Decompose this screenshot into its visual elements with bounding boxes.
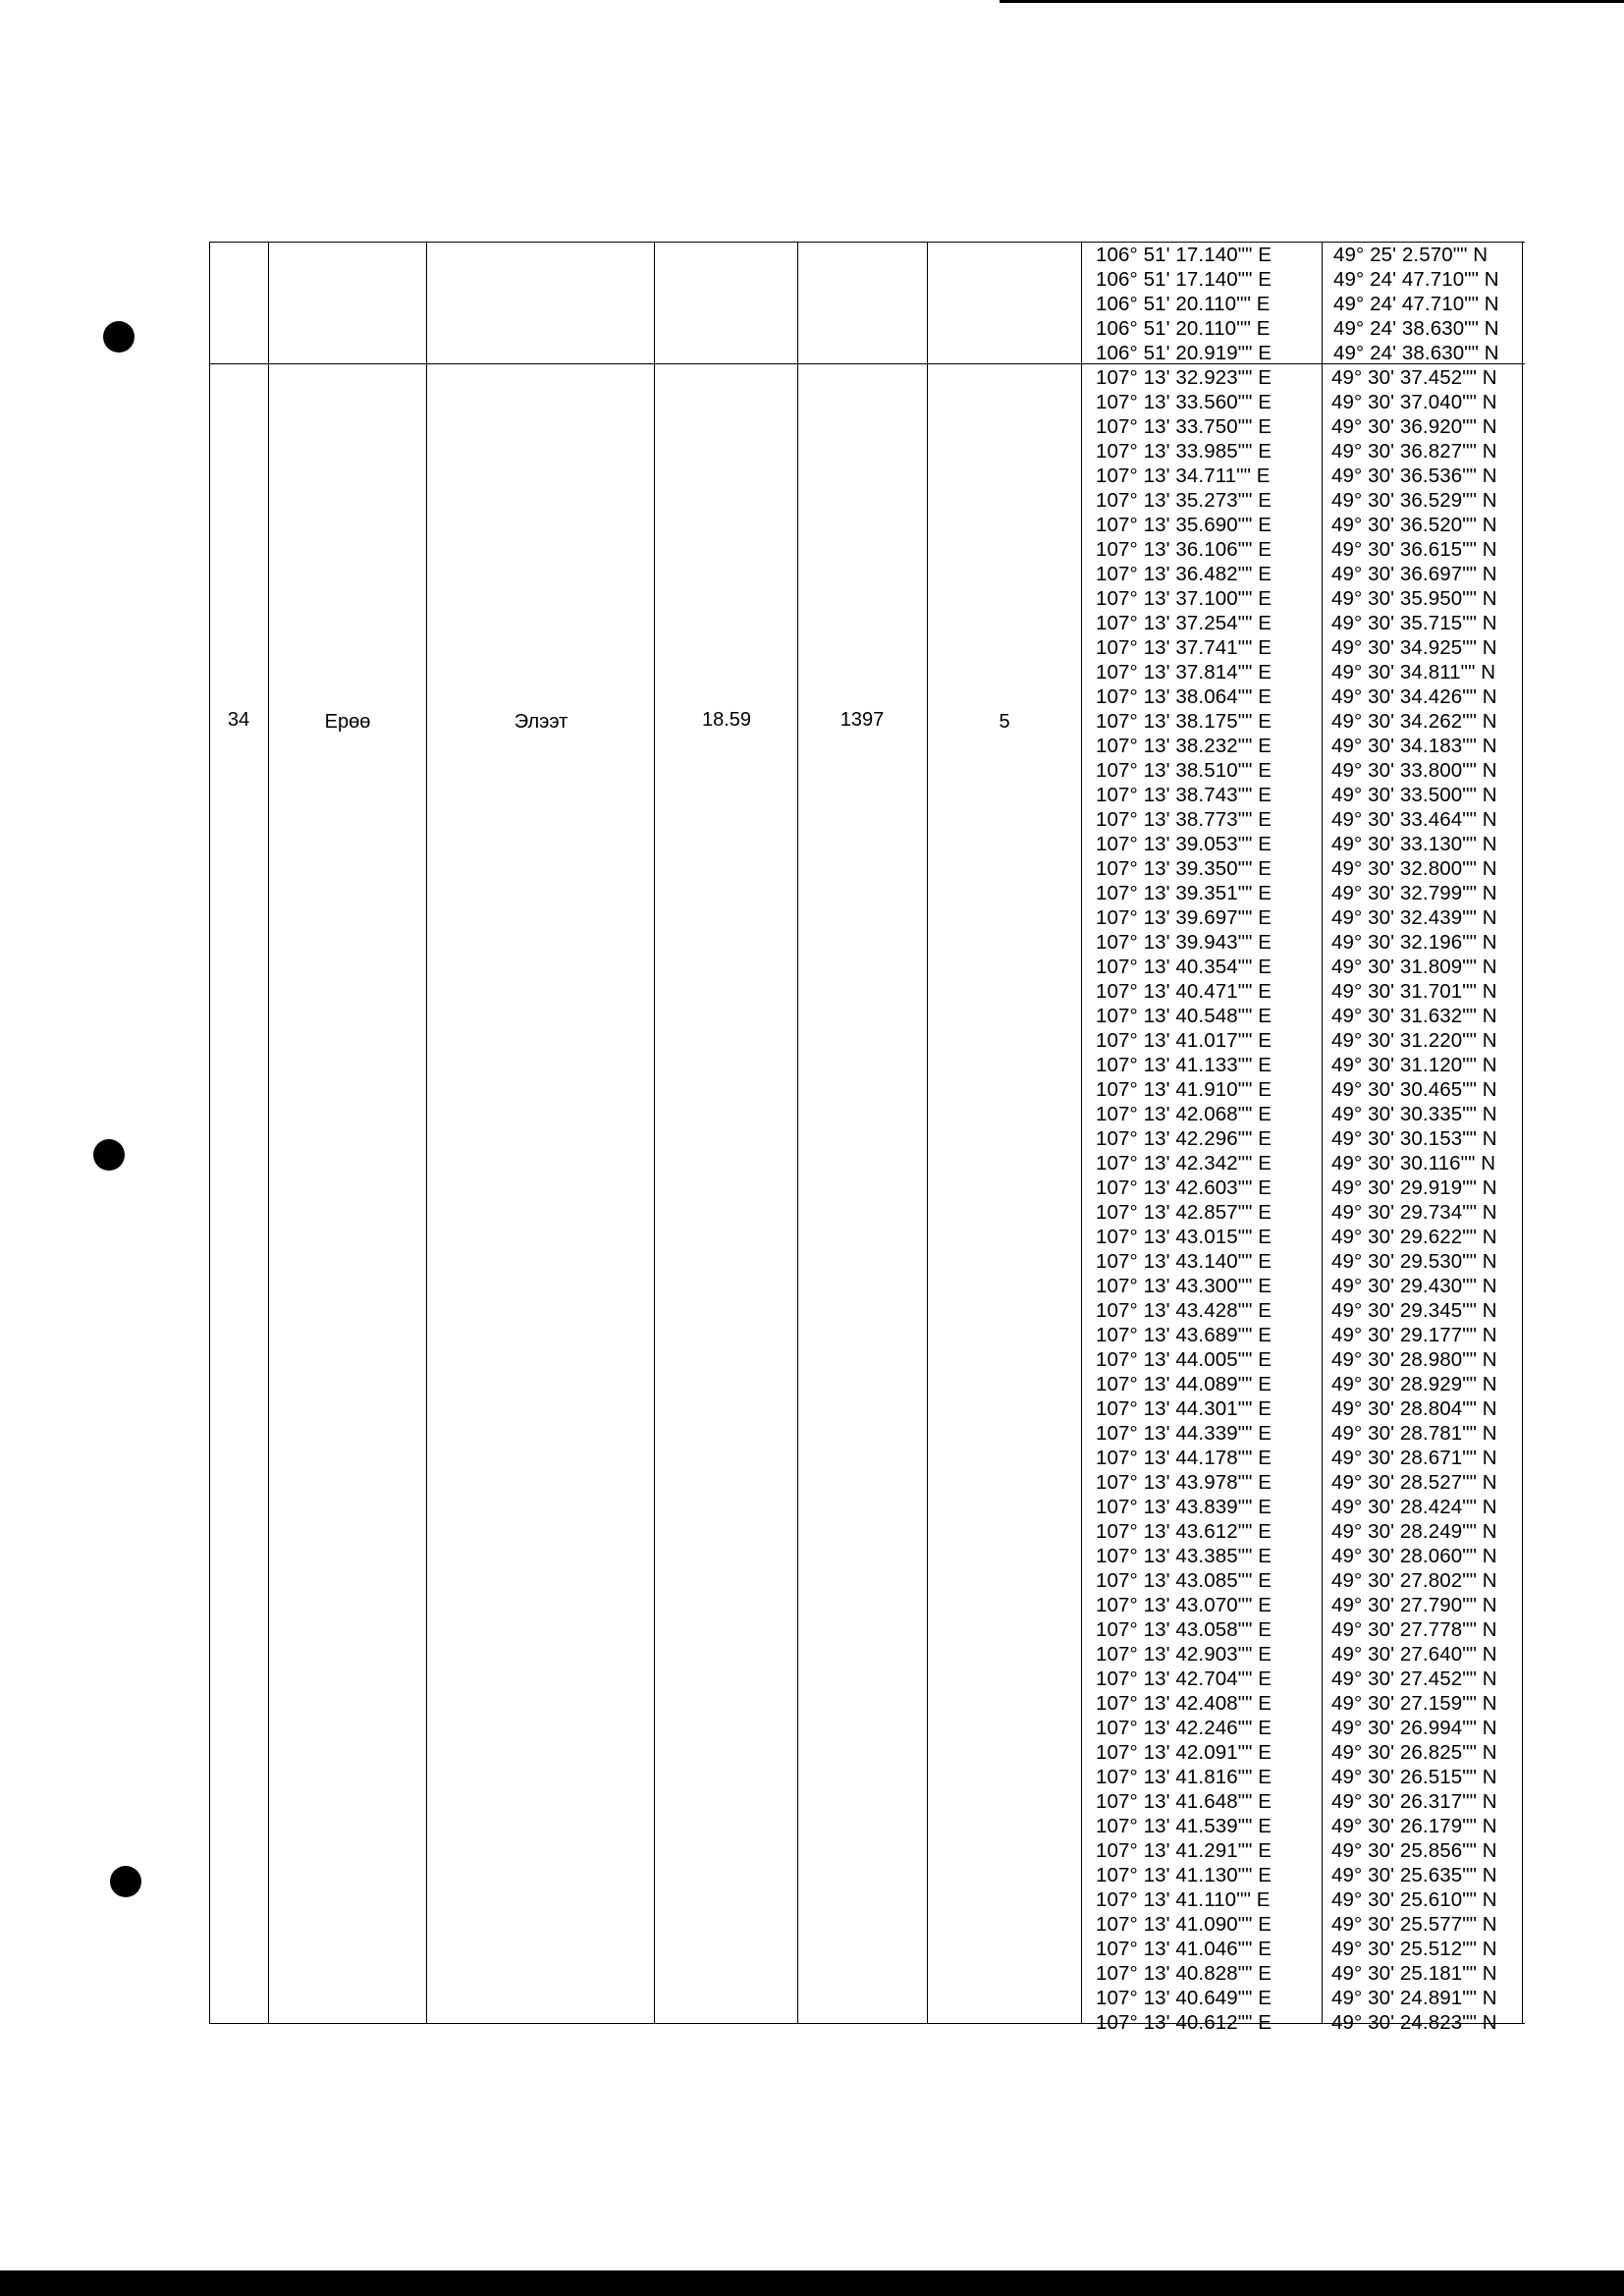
longitude-cell: 106° 51' 20.110"" E bbox=[1096, 317, 1271, 340]
latitude-cell: 49° 30' 35.950"" N bbox=[1331, 587, 1497, 610]
latitude-cell: 49° 30' 28.060"" N bbox=[1331, 1545, 1497, 1567]
table-block-divider bbox=[209, 363, 1525, 364]
longitude-cell: 107° 13' 38.743"" E bbox=[1096, 784, 1272, 806]
longitude-cell: 107° 13' 37.814"" E bbox=[1096, 661, 1272, 683]
latitude-cell: 49° 30' 28.804"" N bbox=[1331, 1397, 1497, 1420]
column-divider bbox=[654, 242, 655, 2024]
latitude-cell: 49° 25' 2.570"" N bbox=[1333, 244, 1489, 266]
mineral-name-cell: Элээт bbox=[514, 711, 568, 733]
longitude-cell: 107° 13' 40.612"" E bbox=[1096, 2011, 1272, 2034]
longitude-cell: 107° 13' 41.110"" E bbox=[1096, 1888, 1271, 1911]
latitude-cell: 49° 24' 47.710"" N bbox=[1333, 293, 1499, 315]
scan-edge-line bbox=[1000, 0, 1624, 3]
longitude-cell: 107° 13' 42.068"" E bbox=[1096, 1103, 1272, 1125]
table-left-border bbox=[209, 242, 210, 2024]
longitude-cell: 107° 13' 41.648"" E bbox=[1096, 1790, 1272, 1813]
longitude-cell: 107° 13' 40.548"" E bbox=[1096, 1005, 1272, 1027]
longitude-cell: 107° 13' 41.130"" E bbox=[1096, 1864, 1272, 1886]
latitude-cell: 49° 30' 29.345"" N bbox=[1331, 1299, 1497, 1322]
column-divider bbox=[1322, 242, 1323, 2024]
latitude-cell: 49° 24' 38.630"" N bbox=[1333, 342, 1499, 364]
column-divider bbox=[797, 242, 798, 2024]
latitude-cell: 49° 30' 28.980"" N bbox=[1331, 1348, 1497, 1371]
longitude-cell: 107° 13' 39.350"" E bbox=[1096, 857, 1272, 880]
latitude-cell: 49° 30' 31.632"" N bbox=[1331, 1005, 1497, 1027]
longitude-cell: 107° 13' 42.342"" E bbox=[1096, 1152, 1272, 1175]
latitude-cell: 49° 30' 26.825"" N bbox=[1331, 1741, 1497, 1764]
longitude-cell: 106° 51' 17.140"" E bbox=[1096, 268, 1272, 291]
column-divider bbox=[1081, 242, 1082, 2024]
longitude-cell: 107° 13' 38.175"" E bbox=[1096, 710, 1272, 733]
latitude-cell: 49° 30' 34.183"" N bbox=[1331, 735, 1497, 757]
latitude-cell: 49° 30' 37.040"" N bbox=[1331, 391, 1497, 413]
latitude-cell: 49° 30' 31.120"" N bbox=[1331, 1054, 1497, 1076]
punch-hole-middle bbox=[93, 1139, 125, 1171]
longitude-cell: 107° 13' 40.471"" E bbox=[1096, 980, 1272, 1003]
top-block-latitudes bbox=[1333, 243, 1499, 365]
latitude-cell: 49° 30' 27.159"" N bbox=[1331, 1692, 1497, 1715]
latitude-cell: 49° 30' 36.536"" N bbox=[1331, 465, 1497, 487]
latitude-cell: 49° 30' 28.249"" N bbox=[1331, 1520, 1497, 1543]
longitude-cell: 106° 51' 20.110"" E bbox=[1096, 293, 1271, 315]
latitude-cell: 49° 24' 38.630"" N bbox=[1333, 317, 1499, 340]
punch-hole-top bbox=[103, 321, 135, 353]
longitude-cell: 107° 13' 44.005"" E bbox=[1096, 1348, 1272, 1371]
latitude-cell: 49° 30' 36.615"" N bbox=[1331, 538, 1497, 561]
latitude-cell: 49° 30' 33.464"" N bbox=[1331, 808, 1497, 831]
latitude-cell: 49° 30' 34.925"" N bbox=[1331, 636, 1497, 659]
longitude-cell: 107° 13' 43.015"" E bbox=[1096, 1226, 1272, 1248]
longitude-cell: 107° 13' 43.612"" E bbox=[1096, 1520, 1272, 1543]
longitude-cell: 107° 13' 43.428"" E bbox=[1096, 1299, 1272, 1322]
latitude-cell: 49° 24' 47.710"" N bbox=[1333, 268, 1499, 291]
longitude-cell: 107° 13' 42.408"" E bbox=[1096, 1692, 1272, 1715]
latitude-cell: 49° 30' 25.577"" N bbox=[1331, 1913, 1497, 1936]
longitude-cell: 107° 13' 38.510"" E bbox=[1096, 759, 1272, 782]
longitude-cell: 107° 13' 44.178"" E bbox=[1096, 1447, 1272, 1469]
latitude-cell: 49° 30' 28.424"" N bbox=[1331, 1496, 1497, 1518]
latitude-cell: 49° 30' 24.891"" N bbox=[1331, 1987, 1497, 2009]
latitude-cell: 49° 30' 37.452"" N bbox=[1331, 366, 1497, 389]
latitude-cell: 49° 30' 32.439"" N bbox=[1331, 906, 1497, 929]
table-right-border bbox=[1522, 242, 1523, 2024]
latitude-cell: 49° 30' 31.701"" N bbox=[1331, 980, 1497, 1003]
latitude-cell: 49° 30' 36.827"" N bbox=[1331, 440, 1497, 463]
latitude-cell: 49° 30' 36.697"" N bbox=[1331, 563, 1497, 585]
column-divider bbox=[426, 242, 427, 2024]
longitude-cell: 107° 13' 37.100"" E bbox=[1096, 587, 1272, 610]
longitude-cell: 107° 13' 41.090"" E bbox=[1096, 1913, 1272, 1936]
longitude-cell: 107° 13' 32.923"" E bbox=[1096, 366, 1272, 389]
longitude-cell: 107° 13' 41.291"" E bbox=[1096, 1839, 1272, 1862]
longitude-cell: 107° 13' 39.943"" E bbox=[1096, 931, 1272, 954]
longitude-cell: 107° 13' 39.351"" E bbox=[1096, 882, 1272, 904]
area-cell: 18.59 bbox=[701, 709, 752, 731]
longitude-cell: 107° 13' 43.058"" E bbox=[1096, 1618, 1272, 1641]
latitude-cell: 49° 30' 26.317"" N bbox=[1331, 1790, 1497, 1813]
longitude-cell: 107° 13' 36.482"" E bbox=[1096, 563, 1272, 585]
latitude-cell: 49° 30' 32.800"" N bbox=[1331, 857, 1497, 880]
table-top-border bbox=[209, 242, 1525, 243]
scan-bottom-band bbox=[0, 2270, 1624, 2296]
longitude-cell: 107° 13' 35.690"" E bbox=[1096, 514, 1272, 536]
longitude-cell: 107° 13' 43.839"" E bbox=[1096, 1496, 1272, 1518]
latitude-cell: 49° 30' 27.802"" N bbox=[1331, 1569, 1497, 1592]
soum-name-cell: Ерөө bbox=[324, 711, 371, 733]
longitude-cell: 107° 13' 36.106"" E bbox=[1096, 538, 1272, 561]
latitude-cell: 49° 30' 25.512"" N bbox=[1331, 1938, 1497, 1960]
longitude-cell: 107° 13' 43.070"" E bbox=[1096, 1594, 1272, 1616]
latitude-cell: 49° 30' 28.671"" N bbox=[1331, 1447, 1497, 1469]
longitude-cell: 107° 13' 40.649"" E bbox=[1096, 1987, 1272, 2009]
longitude-cell: 107° 13' 43.085"" E bbox=[1096, 1569, 1272, 1592]
latitude-cell: 49° 30' 26.515"" N bbox=[1331, 1766, 1497, 1788]
top-block-longitudes bbox=[1096, 243, 1272, 365]
latitude-cell: 49° 30' 34.426"" N bbox=[1331, 685, 1497, 708]
latitude-cell: 49° 30' 29.919"" N bbox=[1331, 1176, 1497, 1199]
latitude-cell: 49° 30' 27.640"" N bbox=[1331, 1643, 1497, 1666]
latitude-cell: 49° 30' 30.116"" N bbox=[1331, 1152, 1496, 1175]
longitude-cell: 107° 13' 43.385"" E bbox=[1096, 1545, 1272, 1567]
longitude-cell: 107° 13' 43.300"" E bbox=[1096, 1275, 1272, 1297]
longitude-cell: 107° 13' 33.560"" E bbox=[1096, 391, 1272, 413]
latitude-cell: 49° 30' 27.778"" N bbox=[1331, 1618, 1497, 1641]
latitude-cell: 49° 30' 30.335"" N bbox=[1331, 1103, 1497, 1125]
longitude-cell: 107° 13' 41.046"" E bbox=[1096, 1938, 1272, 1960]
longitude-cell: 107° 13' 33.985"" E bbox=[1096, 440, 1272, 463]
main-block-longitudes bbox=[1096, 365, 1272, 2035]
column-divider bbox=[927, 242, 928, 2024]
latitude-cell: 49° 30' 33.800"" N bbox=[1331, 759, 1497, 782]
latitude-cell: 49° 30' 33.500"" N bbox=[1331, 784, 1497, 806]
latitude-cell: 49° 30' 29.430"" N bbox=[1331, 1275, 1497, 1297]
longitude-cell: 107° 13' 39.053"" E bbox=[1096, 833, 1272, 855]
latitude-cell: 49° 30' 32.196"" N bbox=[1331, 931, 1497, 954]
latitude-cell: 49° 30' 29.177"" N bbox=[1331, 1324, 1497, 1346]
longitude-cell: 106° 51' 17.140"" E bbox=[1096, 244, 1272, 266]
longitude-cell: 107° 13' 34.711"" E bbox=[1096, 465, 1271, 487]
longitude-cell: 107° 13' 41.910"" E bbox=[1096, 1078, 1272, 1101]
longitude-cell: 107° 13' 43.140"" E bbox=[1096, 1250, 1272, 1273]
punch-hole-bottom bbox=[110, 1866, 141, 1897]
longitude-cell: 107° 13' 37.254"" E bbox=[1096, 612, 1272, 634]
table-bottom-border bbox=[209, 2023, 1525, 2024]
latitude-cell: 49° 30' 36.920"" N bbox=[1331, 415, 1497, 438]
longitude-cell: 107° 13' 38.232"" E bbox=[1096, 735, 1272, 757]
longitude-cell: 107° 13' 42.296"" E bbox=[1096, 1127, 1272, 1150]
latitude-cell: 49° 30' 25.635"" N bbox=[1331, 1864, 1497, 1886]
latitude-cell: 49° 30' 29.530"" N bbox=[1331, 1250, 1497, 1273]
row-number-cell: 34 bbox=[227, 709, 250, 731]
longitude-cell: 107° 13' 38.064"" E bbox=[1096, 685, 1272, 708]
latitude-cell: 49° 30' 29.734"" N bbox=[1331, 1201, 1497, 1224]
latitude-cell: 49° 30' 34.262"" N bbox=[1331, 710, 1497, 733]
longitude-cell: 107° 13' 43.978"" E bbox=[1096, 1471, 1272, 1494]
longitude-cell: 107° 13' 35.273"" E bbox=[1096, 489, 1272, 512]
latitude-cell: 49° 30' 34.811"" N bbox=[1331, 661, 1496, 683]
longitude-cell: 106° 51' 20.919"" E bbox=[1096, 342, 1272, 364]
longitude-cell: 107° 13' 33.750"" E bbox=[1096, 415, 1272, 438]
longitude-cell: 107° 13' 38.773"" E bbox=[1096, 808, 1272, 831]
latitude-cell: 49° 30' 24.823"" N bbox=[1331, 2011, 1497, 2034]
latitude-cell: 49° 30' 28.929"" N bbox=[1331, 1373, 1497, 1395]
latitude-cell: 49° 30' 25.856"" N bbox=[1331, 1839, 1497, 1862]
latitude-cell: 49° 30' 36.520"" N bbox=[1331, 514, 1497, 536]
latitude-cell: 49° 30' 36.529"" N bbox=[1331, 489, 1497, 512]
longitude-cell: 107° 13' 42.603"" E bbox=[1096, 1176, 1272, 1199]
longitude-cell: 107° 13' 42.903"" E bbox=[1096, 1643, 1272, 1666]
latitude-cell: 49° 30' 30.153"" N bbox=[1331, 1127, 1497, 1150]
latitude-cell: 49° 30' 33.130"" N bbox=[1331, 833, 1497, 855]
latitude-cell: 49° 30' 32.799"" N bbox=[1331, 882, 1497, 904]
license-number-cell: 1397 bbox=[839, 709, 885, 731]
column-divider bbox=[268, 242, 269, 2024]
main-block-latitudes bbox=[1331, 365, 1497, 2035]
latitude-cell: 49° 30' 26.179"" N bbox=[1331, 1815, 1497, 1837]
latitude-cell: 49° 30' 31.220"" N bbox=[1331, 1029, 1497, 1052]
latitude-cell: 49° 30' 25.610"" N bbox=[1331, 1888, 1497, 1911]
latitude-cell: 49° 30' 27.452"" N bbox=[1331, 1667, 1497, 1690]
longitude-cell: 107° 13' 42.704"" E bbox=[1096, 1667, 1272, 1690]
latitude-cell: 49° 30' 28.781"" N bbox=[1331, 1422, 1497, 1445]
longitude-cell: 107° 13' 41.539"" E bbox=[1096, 1815, 1272, 1837]
latitude-cell: 49° 30' 25.181"" N bbox=[1331, 1962, 1497, 1985]
latitude-cell: 49° 30' 35.715"" N bbox=[1331, 612, 1497, 634]
longitude-cell: 107° 13' 42.857"" E bbox=[1096, 1201, 1272, 1224]
longitude-cell: 107° 13' 44.339"" E bbox=[1096, 1422, 1272, 1445]
longitude-cell: 107° 13' 42.246"" E bbox=[1096, 1717, 1272, 1739]
latitude-cell: 49° 30' 26.994"" N bbox=[1331, 1717, 1497, 1739]
longitude-cell: 107° 13' 40.828"" E bbox=[1096, 1962, 1272, 1985]
latitude-cell: 49° 30' 31.809"" N bbox=[1331, 956, 1497, 978]
longitude-cell: 107° 13' 40.354"" E bbox=[1096, 956, 1272, 978]
longitude-cell: 107° 13' 43.689"" E bbox=[1096, 1324, 1272, 1346]
longitude-cell: 107° 13' 44.301"" E bbox=[1096, 1397, 1272, 1420]
longitude-cell: 107° 13' 39.697"" E bbox=[1096, 906, 1272, 929]
latitude-cell: 49° 30' 28.527"" N bbox=[1331, 1471, 1497, 1494]
latitude-cell: 49° 30' 29.622"" N bbox=[1331, 1226, 1497, 1248]
longitude-cell: 107° 13' 41.816"" E bbox=[1096, 1766, 1272, 1788]
longitude-cell: 107° 13' 44.089"" E bbox=[1096, 1373, 1272, 1395]
longitude-cell: 107° 13' 41.017"" E bbox=[1096, 1029, 1272, 1052]
latitude-cell: 49° 30' 30.465"" N bbox=[1331, 1078, 1497, 1101]
latitude-cell: 49° 30' 27.790"" N bbox=[1331, 1594, 1497, 1616]
longitude-cell: 107° 13' 42.091"" E bbox=[1096, 1741, 1272, 1764]
column-six-cell: 5 bbox=[999, 711, 1010, 733]
longitude-cell: 107° 13' 41.133"" E bbox=[1096, 1054, 1272, 1076]
longitude-cell: 107° 13' 37.741"" E bbox=[1096, 636, 1272, 659]
